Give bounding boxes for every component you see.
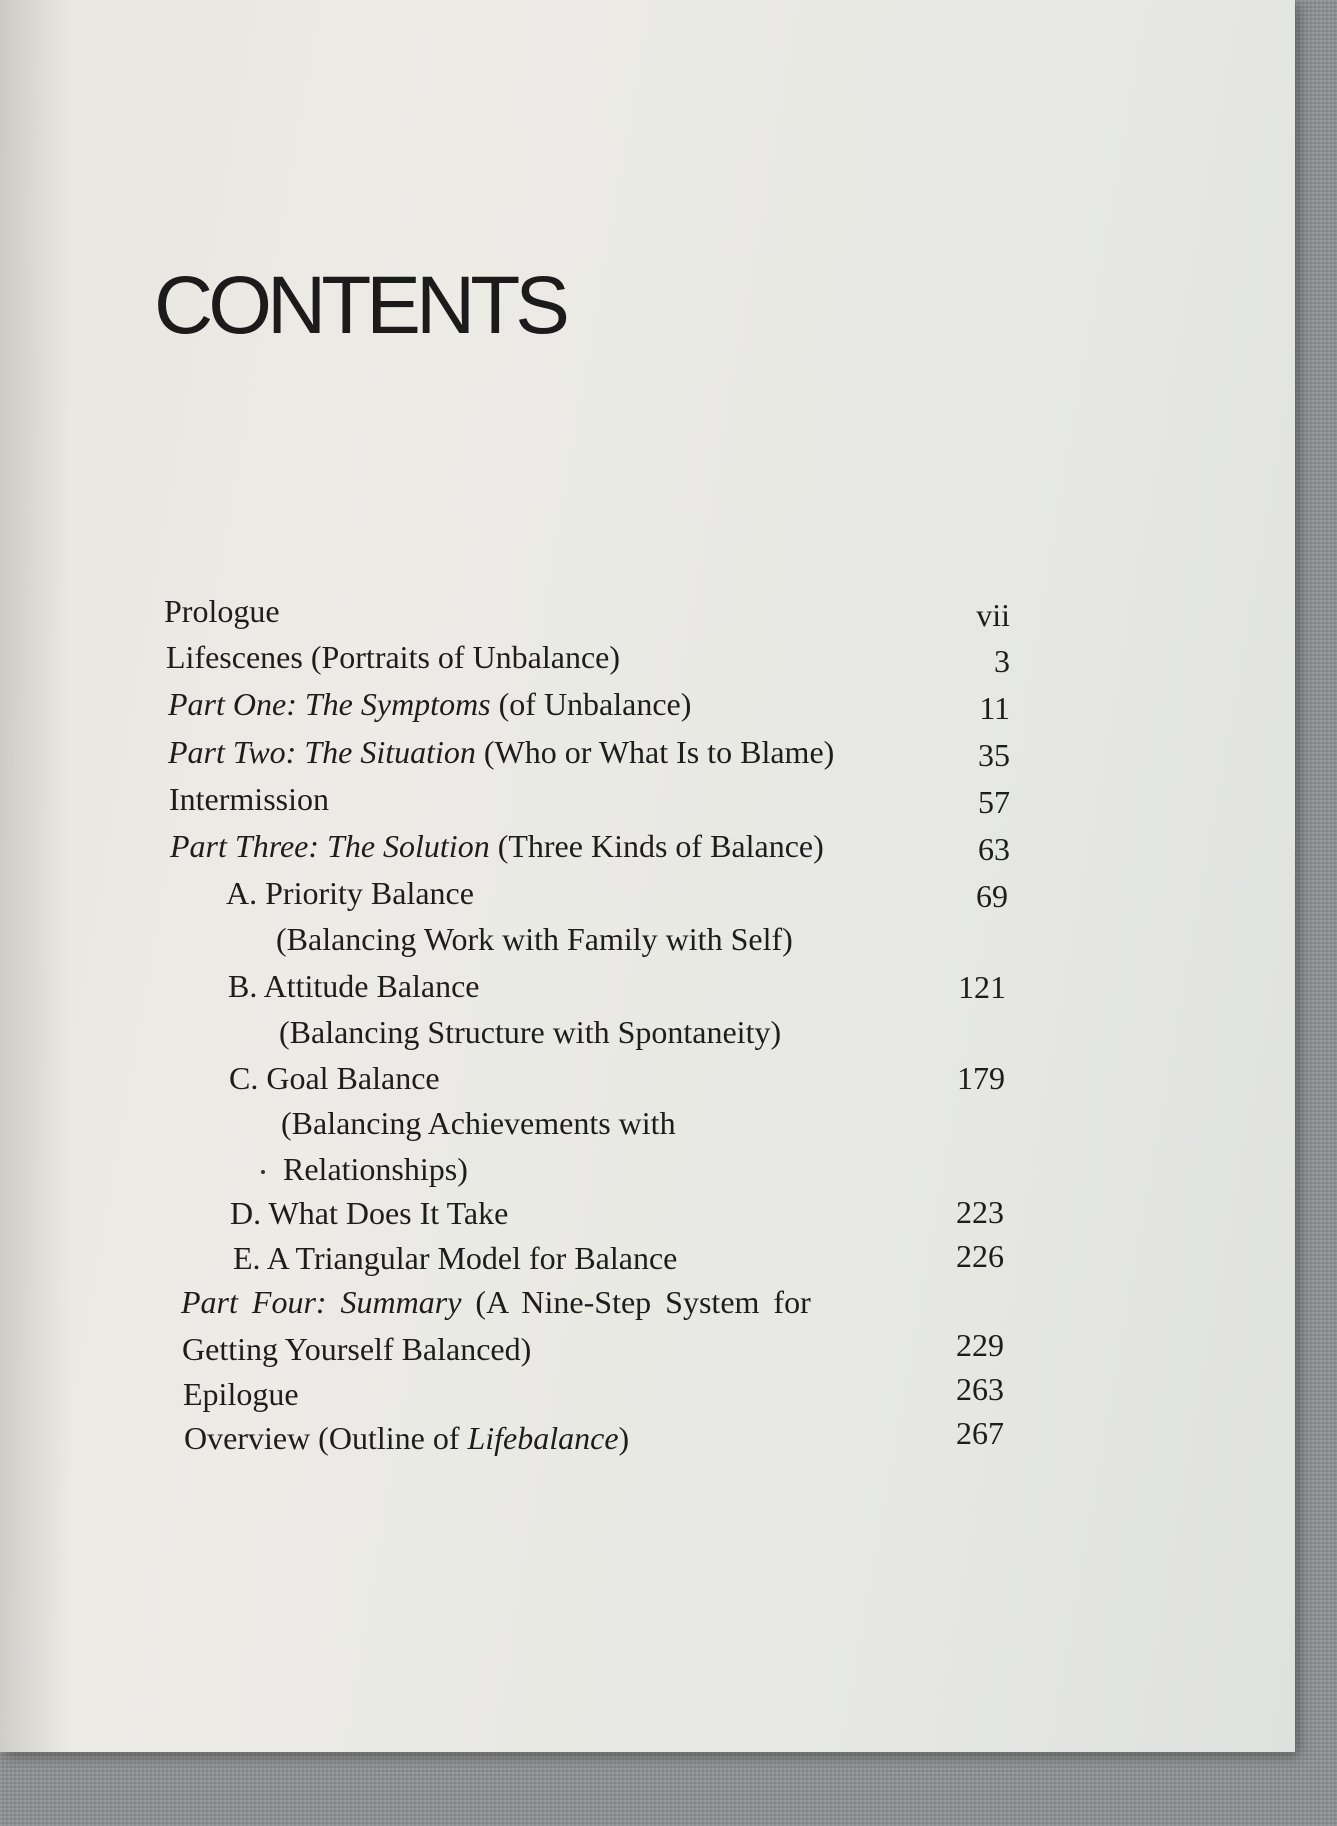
stray-dot-mark [261, 1170, 265, 1174]
toc-page-intermission: 57 [978, 784, 1010, 820]
toc-entry-epilogue: Epilogue [183, 1376, 299, 1412]
toc-entry-a: A. Priority Balance [226, 875, 474, 911]
toc-page-d: 223 [956, 1194, 1004, 1230]
toc-page-lifescenes: 3 [994, 643, 1010, 679]
toc-entry-part-two: Part Two: The Situation (Who or What Is to Blame) [168, 734, 835, 770]
toc-entry-prologue: Prologue [164, 593, 280, 629]
toc-entry-c-subtitle-1: (Balancing Achievements with [281, 1105, 676, 1141]
contents-heading: CONTENTS [154, 260, 565, 351]
toc-page-overview: 267 [956, 1415, 1004, 1451]
toc-entry-overview: Overview (Outline of Lifebalance) [184, 1420, 630, 1456]
toc-entry-c-subtitle-2: Relationships) [283, 1151, 468, 1187]
toc-page-b: 121 [958, 969, 1006, 1005]
toc-entry-a-subtitle: (Balancing Work with Family with Self) [276, 921, 793, 957]
toc-page-part-one: 11 [979, 690, 1010, 726]
toc-entry-e: E. A Triangular Model for Balance [233, 1240, 678, 1276]
toc-page-prologue: vii [976, 597, 1010, 633]
toc-entry-b-subtitle: (Balancing Structure with Spontaneity) [279, 1014, 782, 1050]
toc-entry-part-four-continued: Getting Yourself Balanced) [182, 1331, 532, 1367]
page-gutter-shadow [0, 0, 70, 1752]
toc-entry-part-three: Part Three: The Solution (Three Kinds of Balance) [170, 828, 824, 864]
toc-page-c: 179 [957, 1060, 1005, 1096]
toc-page-a: 69 [976, 878, 1008, 914]
toc-page-part-three: 63 [978, 831, 1010, 867]
toc-entry-c: C. Goal Balance [229, 1060, 440, 1096]
toc-page-part-four: 229 [956, 1327, 1004, 1363]
toc-entry-d: D. What Does It Take [230, 1195, 509, 1231]
toc-entry-lifescenes: Lifescenes (Portraits of Unbalance) [166, 639, 621, 675]
toc-entry-intermission: Intermission [169, 781, 329, 817]
toc-entry-b: B. Attitude Balance [228, 968, 480, 1004]
toc-page-e: 226 [956, 1238, 1004, 1274]
toc-page-part-two: 35 [978, 737, 1010, 773]
toc-page-epilogue: 263 [956, 1371, 1004, 1407]
toc-entry-part-one: Part One: The Symptoms (of Unbalance) [168, 686, 692, 722]
toc-entry-part-four: Part Four: Summary (A Nine-Step System for [181, 1284, 811, 1320]
